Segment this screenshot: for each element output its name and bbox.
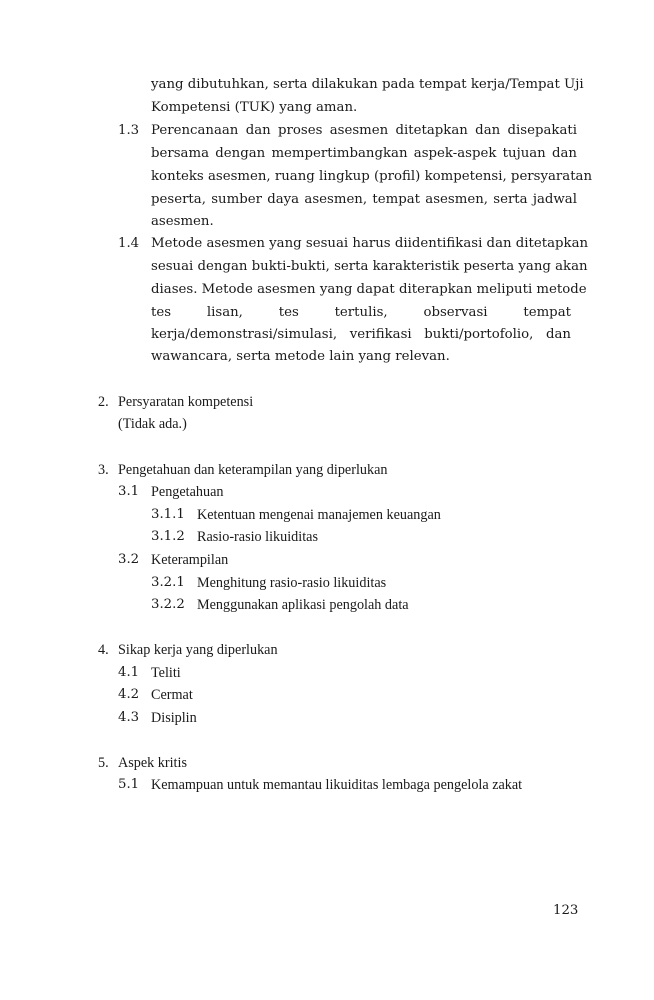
subsection-title: Keterampilan xyxy=(151,552,229,568)
word: tempat xyxy=(523,305,571,320)
subsection-number: 3.1 xyxy=(118,484,140,499)
word: lisan, xyxy=(206,305,243,320)
item-text: Ketentuan mengenai manajemen keuangan xyxy=(197,507,441,523)
paragraph-line xyxy=(151,304,571,322)
item-number: 3.1.1 xyxy=(151,507,185,522)
item-number: 5.1 xyxy=(118,777,140,792)
subsection-title: Pengetahuan xyxy=(151,484,224,500)
word: tes xyxy=(278,305,299,320)
item-text: Menggunakan aplikasi pengolah data xyxy=(197,597,409,613)
text-line: yang dibutuhkan, serta dilakukan pada tempat kerja/Tempat Uji xyxy=(151,77,584,92)
section-body: (Tidak ada.) xyxy=(118,416,187,432)
section-number: 5. xyxy=(98,755,109,771)
paragraph-line xyxy=(151,326,571,344)
section-title: Pengetahuan dan keterampilan yang diperlukan xyxy=(118,462,388,478)
item-text: Menghitung rasio-rasio likuiditas xyxy=(197,575,387,591)
item-text: Teliti xyxy=(151,665,181,681)
item-number: 4.2 xyxy=(118,687,140,702)
item-number: 4.1 xyxy=(118,665,140,680)
paragraph-line: peserta, sumber daya asesmen, tempat asesmen, serta jadwal xyxy=(151,192,577,207)
word: verifikasi xyxy=(349,327,412,342)
item-text: Disiplin xyxy=(151,710,197,726)
paragraph-line: wawancara, serta metode lain yang relevan. xyxy=(151,349,450,364)
section-number: 4. xyxy=(98,642,109,658)
item-number: 1.4 xyxy=(118,236,140,251)
item-text: Kemampuan untuk memantau likuiditas lembaga pengelola zakat xyxy=(151,777,523,793)
paragraph-line: sesuai dengan bukti-bukti, serta karakteristik peserta yang akan xyxy=(151,259,588,274)
word: tes xyxy=(151,305,172,320)
paragraph-line: Kompetensi (TUK) yang aman. xyxy=(151,100,358,115)
item-number: 3.1.2 xyxy=(151,529,185,544)
word: kerja/demonstrasi/simulasi, xyxy=(151,327,338,342)
paragraph-line: bersama dengan mempertimbangkan aspek-aspek tujuan dan xyxy=(151,146,577,161)
word: tertulis, xyxy=(334,305,388,320)
item-number: 3.2.2 xyxy=(151,597,185,612)
paragraph-line: diases. Metode asesmen yang dapat diterapkan meliputi metode xyxy=(151,282,587,297)
paragraph-line: konteks asesmen, ruang lingkup (profil) kompetensi, persyaratan xyxy=(151,169,593,184)
item-text: Rasio-rasio likuiditas xyxy=(197,529,318,545)
item-number: 1.3 xyxy=(118,123,140,138)
section-number: 3. xyxy=(98,462,109,478)
item-number: 3.2.1 xyxy=(151,575,185,590)
paragraph-line: Metode asesmen yang sesuai harus diidentifikasi dan ditetapkan xyxy=(151,236,589,251)
item-text: Cermat xyxy=(151,687,193,703)
page-number: 123 xyxy=(553,903,579,918)
section-number: 2. xyxy=(98,394,109,410)
paragraph-line xyxy=(151,76,584,94)
word: bukti/portofolio, xyxy=(424,327,534,342)
item-number: 4.3 xyxy=(118,710,140,725)
paragraph-line: asesmen. xyxy=(151,214,214,229)
section-title: Sikap kerja yang diperlukan xyxy=(118,642,278,658)
word: observasi xyxy=(423,305,488,320)
section-title: Aspek kritis xyxy=(118,755,187,771)
subsection-number: 3.2 xyxy=(118,552,140,567)
section-title: Persyaratan kompetensi xyxy=(118,394,254,410)
paragraph-line: Perencanaan dan proses asesmen ditetapkan dan disepakati xyxy=(151,123,577,138)
word: dan xyxy=(545,327,571,342)
